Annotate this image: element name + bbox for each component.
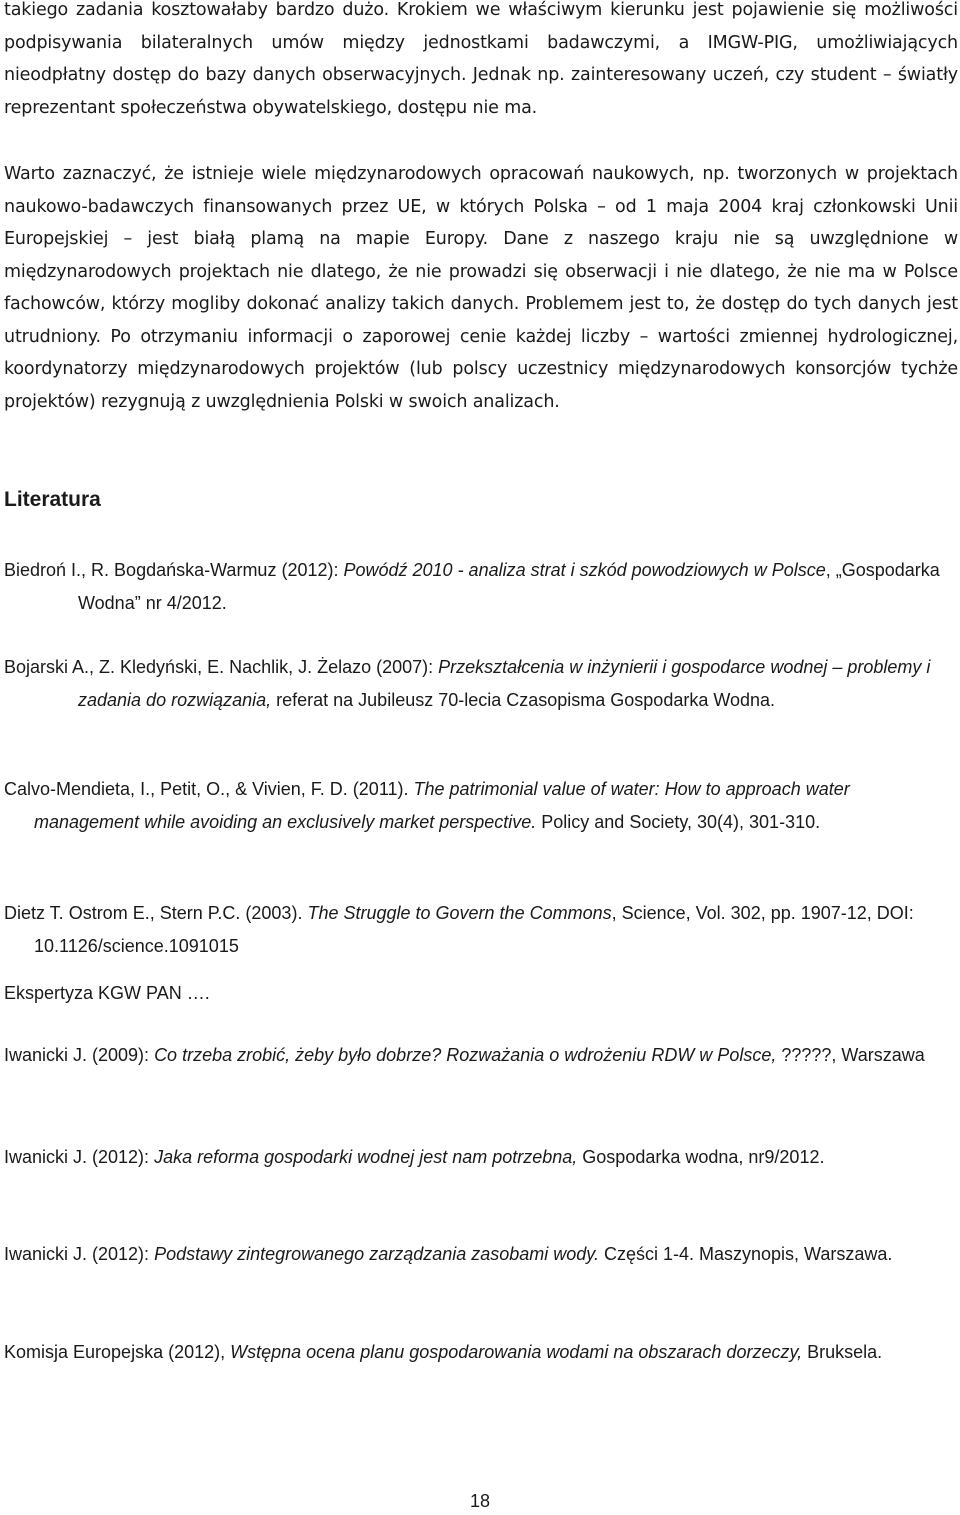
reference-title: Jaka reforma gospodarki wodnej jest nam potrzebna, — [154, 1147, 578, 1167]
reference-details: referat na Jubileusz 70-lecia Czasopisma Gospodarka Wodna. — [271, 689, 776, 710]
body-paragraph-1: takiego zadania kosztowałaby bardzo dużo. Krokiem we właściwym kierunku jest pojawienie się możliwości podpisywania bilateralnych umów między jednostkami badawczymi, a IMGW-PIG, umożliwiających nieodpłatny dostęp do bazy danych obserwacyjnych. Jednak np. zainteresowany uczeń, czy student – światły reprezentant społeczeństwa obywatelskiego, dostępu nie ma. — [4, 0, 958, 118]
reference-title: Co trzeba zrobić, żeby było dobrze? Rozważania o wdrożeniu RDW w Polsce, — [154, 1045, 777, 1065]
reference-title: Wstępna ocena planu gospodarowania wodami na obszarach dorzeczy, — [230, 1342, 803, 1362]
reference-item — [4, 897, 944, 962]
reference-authors: Ekspertyza KGW PAN …. — [4, 983, 210, 1003]
reference-authors: Iwanicki J. (2012): — [4, 1147, 155, 1167]
section-heading-literatura: Literatura — [4, 488, 101, 511]
reference-item — [4, 1336, 944, 1369]
reference-item — [4, 1238, 944, 1271]
reference-title: Powódź 2010 - analiza strat i szkód powodziowych w Polsce — [343, 560, 826, 580]
reference-details: , Science, Vol. 302, pp. 1907-12, DOI: 10.1126/science.1091015 — [34, 903, 914, 956]
reference-title: The Struggle to Govern the Commons — [307, 903, 612, 923]
reference-details: Części 1-4. Maszynopis, Warszawa. — [598, 1244, 893, 1264]
body-paragraph-2: Warto zaznaczyć, że istnieje wiele międzynarodowych opracowań naukowych, np. tworzonych w projektach naukowo-badawczych finansowanych przez UE, w których Polska – od 1 maja 2004 kraj członkowski Unii Europejskiej – jest białą plamą na mapie Europy. Dane z naszego kraju nie są uwzględnione w międzynarodowych projektach nie dlatego, że nie prowadzi się obserwacji i nie dlatego, że nie ma w Polsce fachowców, którzy mogliby dokonać analizy takich danych. Problemem jest to, że dostęp do tych danych jest utrudniony. Po otrzymaniu informacji o zaporowej cenie każdej liczby – wartości zmiennej hydrologicznej, koordynatorzy międzynarodowych projektów (lub polscy uczestnicy międzynarodowych konsorcjów tychże projektów) rezygnują z uwzględnienia Polski w swoich analizach. — [4, 164, 958, 412]
reference-authors: Calvo-Mendieta, I., Petit, O., & Vivien, F. D. (2011). — [4, 779, 414, 799]
reference-item — [4, 1141, 944, 1174]
reference-item — [4, 773, 944, 838]
reference-title: Przekształcenia w inżynierii i gospodarce wodnej – problemy i zadania do rozwiązania, — [78, 657, 931, 710]
reference-item — [4, 651, 944, 716]
reference-authors: Dietz T. Ostrom E., Stern P.C. (2003). — [4, 903, 308, 923]
reference-title: The patrimonial value of water: How to approach water management while avoiding an exclusively market perspective. — [34, 779, 850, 832]
reference-details: Gospodarka wodna, nr9/2012. — [577, 1147, 825, 1167]
reference-authors: Iwanicki J. (2012): — [4, 1244, 155, 1264]
reference-details: Bruksela. — [802, 1342, 883, 1362]
reference-item — [4, 1039, 944, 1072]
reference-item — [4, 977, 944, 1010]
reference-authors: Komisja Europejska (2012), — [4, 1342, 231, 1362]
reference-details: ?????, Warszawa — [776, 1045, 925, 1065]
reference-details: , „Gospodarka Wodna” nr 4/2012. — [78, 560, 940, 613]
reference-details: Policy and Society, 30(4), 301-310. — [536, 811, 821, 832]
page-number: 18 — [469, 1491, 491, 1511]
reference-item — [4, 554, 944, 619]
reference-authors: Iwanicki J. (2009): — [4, 1045, 155, 1065]
reference-authors: Biedroń I., R. Bogdańska-Warmuz (2012): — [4, 560, 344, 580]
reference-title: Podstawy zintegrowanego zarządzania zasobami wody. — [154, 1244, 599, 1264]
reference-authors: Bojarski A., Z. Kledyński, E. Nachlik, J. Żelazo (2007): — [4, 657, 439, 677]
